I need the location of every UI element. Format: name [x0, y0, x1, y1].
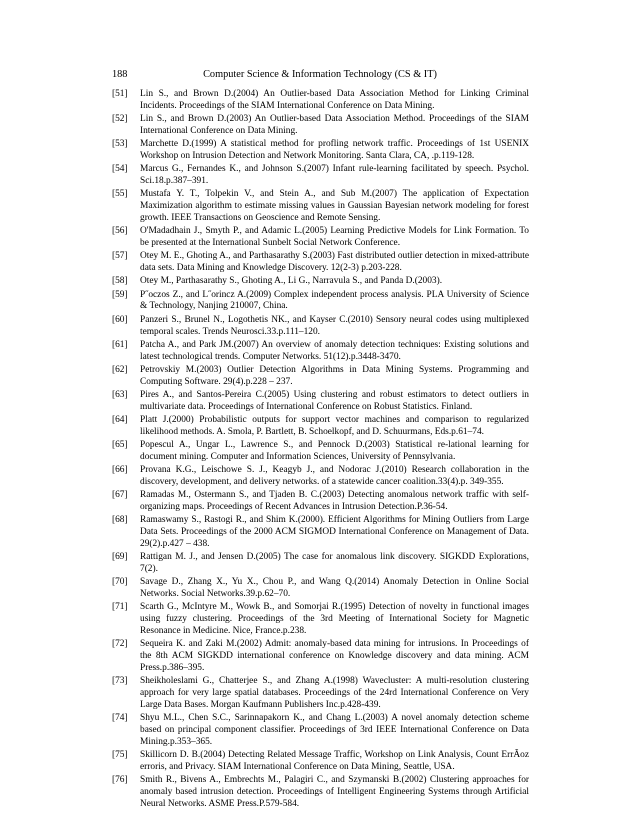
reference-number: [63]	[112, 389, 128, 400]
reference-text: Otey M., Parthasarathy S., Ghoting A., Li G., Narravula S., and Panda D.(2003).	[140, 276, 443, 287]
reference-text: Patcha A., and Park JM.(2007) An overview of anomaly detection techniques: Existing solutions and latest technological trends. Computer Networks. 51(12).p.3448-3470.	[140, 339, 529, 362]
reference-number: [64]	[112, 415, 128, 426]
reference-number: [58]	[112, 276, 128, 287]
reference-text: P˝oczos Z., and L˝orincz A.(2009) Complex independent process analysis. PLA University of Science & Technology, Nanjing 210007, China.	[140, 289, 529, 312]
reference-number: [62]	[112, 364, 128, 375]
reference-item	[112, 465, 529, 489]
reference-item	[112, 89, 529, 113]
running-title: Computer Science & Information Technology (CS & IT)	[203, 69, 437, 80]
reference-item	[112, 577, 529, 601]
reference-item	[112, 440, 529, 464]
reference-item	[112, 676, 529, 712]
reference-number: [54]	[112, 164, 128, 175]
reference-number: [69]	[112, 552, 128, 563]
reference-item	[112, 602, 529, 638]
reference-number: [72]	[112, 639, 128, 650]
reference-item	[112, 365, 529, 389]
reference-number: [53]	[112, 139, 128, 150]
reference-text: O'Madadhain J., Smyth P., and Adamic L.(2005) Learning Predictive Models for Link Formation. To be presented at the International Sunbelt Social Network Conference.	[140, 226, 529, 249]
page-number: 188	[112, 69, 128, 80]
reference-item	[112, 164, 529, 188]
reference-list	[112, 89, 529, 812]
reference-item	[112, 251, 529, 275]
reference-number: [57]	[112, 251, 128, 262]
reference-text: Shyu M.L., Chen S.C., Sarinnapakorn K., and Chang L.(2003) A novel anomaly detection scheme based on principal component classifier. Proceedings of 3rd IEEE International Conference on Data Mining.p.353–365.	[140, 713, 529, 747]
reference-text: Popescul A., Ungar L., Lawrence S., and Pennock D.(2003) Statistical re-lational learning for document mining. Computer and Information Sciences, University of Pennsylvania.	[140, 440, 529, 462]
reference-text: Scarth G., McIntyre M., Wowk B., and Somorjai R.(1995) Detection of novelty in functional images using fuzzy clustering. Proceedings of the 3rd Meeting of International Society for Magnetic Resonance in Medicine. Nice, France.p.238.	[140, 602, 529, 637]
reference-item	[112, 490, 529, 514]
reference-text: Provana K.G., Leischowe S. J., Keagyb J., and Nodorac J.(2010) Research collaboration in the discovery, development, and delivery networks. of a statewide cancer coalition.33(4).p. 349-355.	[140, 465, 529, 488]
reference-text: Lin S., and Brown D.(2004) An Outlier-based Data Association Method for Linking Criminal Incidents. Proceedings of the SIAM International Conference on Data Mining.	[140, 89, 529, 111]
reference-item	[112, 114, 529, 138]
reference-number: [75]	[112, 750, 128, 761]
reference-text: Platt J.(2000) Probabilistic outputs for support vector machines and comparison to regularized likelihood methods. A. Smola, P. Bartlett, B. Schoelkopf, and D. Schuurmans, Eds.p.61–74.	[140, 415, 529, 437]
reference-item	[112, 276, 529, 288]
reference-item	[112, 713, 529, 749]
reference-number: [65]	[112, 440, 128, 451]
reference-text: Mustafa Y. T., Tolpekin V., and Stein A., and Sub M.(2007) The application of Expectation Maximization algorithm to estimate missing values in Gaussian Bayesian network modeling for forest growth. IEEE Transactions on Geoscience and Remote Sensing.	[140, 189, 529, 223]
reference-item	[112, 775, 529, 811]
reference-text: Panzeri S., Brunel N., Logothetis NK., and Kayser C.(2010) Sensory neural codes using multiplexed temporal scales. Trends Neurosci.33.p.111–120.	[140, 314, 529, 337]
reference-number: [68]	[112, 515, 128, 526]
reference-number: [52]	[112, 114, 128, 125]
reference-number: [74]	[112, 713, 128, 724]
reference-text: Skillicorn D. B.(2004) Detecting Related Message Traffic, Workshop on Link Analysis, Count ErrÃoz erroris, and Privacy. SIAM International Conference on Data Mining, Seattle, USA.	[140, 750, 529, 772]
reference-item	[112, 552, 529, 576]
reference-number: [76]	[112, 775, 128, 786]
reference-number: [51]	[112, 89, 128, 99]
reference-text: Savage D., Zhang X., Yu X., Chou P., and Wang Q.(2014) Anomaly Detection in Online Social Networks. Social Networks.39.p.62–70.	[140, 577, 529, 600]
reference-text: Rattigan M. J., and Jensen D.(2005) The case for anomalous link discovery. SIGKDD Explorations, 7(2).	[140, 552, 529, 575]
reference-text: Marcus G., Fernandes K., and Johnson S.(2007) Infant rule-learning facilitated by speech. Psychol. Sci.18.p.387–391.	[140, 164, 529, 187]
reference-item	[112, 515, 529, 551]
reference-number: [66]	[112, 465, 128, 476]
reference-number: [56]	[112, 226, 128, 237]
reference-item	[112, 139, 529, 163]
reference-text: Sheikholeslami G., Chatterjee S., and Zhang A.(1998) Wavecluster: A multi-resolution clustering approach for very large spatial databases. Proceedings of the 24rd International Conference on Very Large Data Bases. Morgan Kaufmann Publishers Inc.p.428-439.	[140, 676, 529, 710]
reference-text: Marchette D.(1999) A statistical method for profling network traffic. Proceedings of 1st USENIX Workshop on Intrusion Detection and Network Monitoring. Santa Clara, CA, .p.119-128.	[140, 139, 529, 161]
reference-item	[112, 226, 529, 250]
reference-number: [55]	[112, 189, 128, 200]
reference-text: Ramadas M., Ostermann S., and Tjaden B. C.(2003) Detecting anomalous network traffic with self-organizing maps. Proceedings of Recent Advances in Intrusion Detection.P.36-54.	[140, 490, 529, 513]
reference-number: [60]	[112, 314, 128, 325]
reference-text: Lin S., and Brown D.(2003) An Outlier-based Data Association Method. Proceedings of the SIAM International Conference on Data Mining.	[140, 114, 529, 136]
reference-number: [71]	[112, 602, 128, 613]
reference-text: Petrovskiy M.(2003) Outlier Detection Algorithms in Data Mining Systems. Programming and Computing Software. 29(4).p.228 – 237.	[140, 364, 529, 387]
page-header	[112, 68, 528, 82]
reference-number: [73]	[112, 676, 128, 687]
reference-number: [67]	[112, 490, 128, 501]
reference-item	[112, 415, 529, 439]
reference-number: [61]	[112, 339, 128, 350]
reference-item	[112, 189, 529, 225]
reference-item	[112, 750, 529, 774]
reference-text: Sequeira K. and Zaki M.(2002) Admit: anomaly-based data mining for intrusions. In Proceedings of the 8th ACM SIGKDD international conference on Knowledge discovery and data mining. ACM Press.p.386–395.	[140, 639, 529, 674]
reference-item	[112, 340, 529, 364]
reference-text: Otey M. E., Ghoting A., and Parthasarathy S.(2003) Fast distributed outlier detection in mixed-attribute data sets. Data Mining and Knowledge Discovery. 12(2-3) p.203-228.	[140, 251, 529, 274]
reference-item	[112, 290, 529, 314]
reference-number: [59]	[112, 289, 128, 300]
reference-text: Ramaswamy S., Rastogi R., and Shim K.(2000). Efficient Algorithms for Mining Outliers from Large Data Sets. Proceedings of the 2000 ACM SIGMOD International Conference on Management of Data. 29(2).p.427 – 438.	[140, 515, 529, 550]
reference-item	[112, 390, 529, 414]
reference-text: Pires A., and Santos-Pereira C.(2005) Using clustering and robust estimators to detect outliers in multivariate data. Proceedings of International Conference on Robust Statistics. Finland.	[140, 389, 529, 412]
reference-item	[112, 639, 529, 675]
reference-item	[112, 315, 529, 339]
reference-number: [70]	[112, 577, 128, 588]
reference-text: Smith R., Bivens A., Embrechts M., Palagiri C., and Szymanski B.(2002) Clustering approaches for anomaly based intrusion detection. Proceedings of Intelligent Engineering Systems through Artificial Neural Networks. ASME Press.P.579-584.	[140, 775, 529, 809]
